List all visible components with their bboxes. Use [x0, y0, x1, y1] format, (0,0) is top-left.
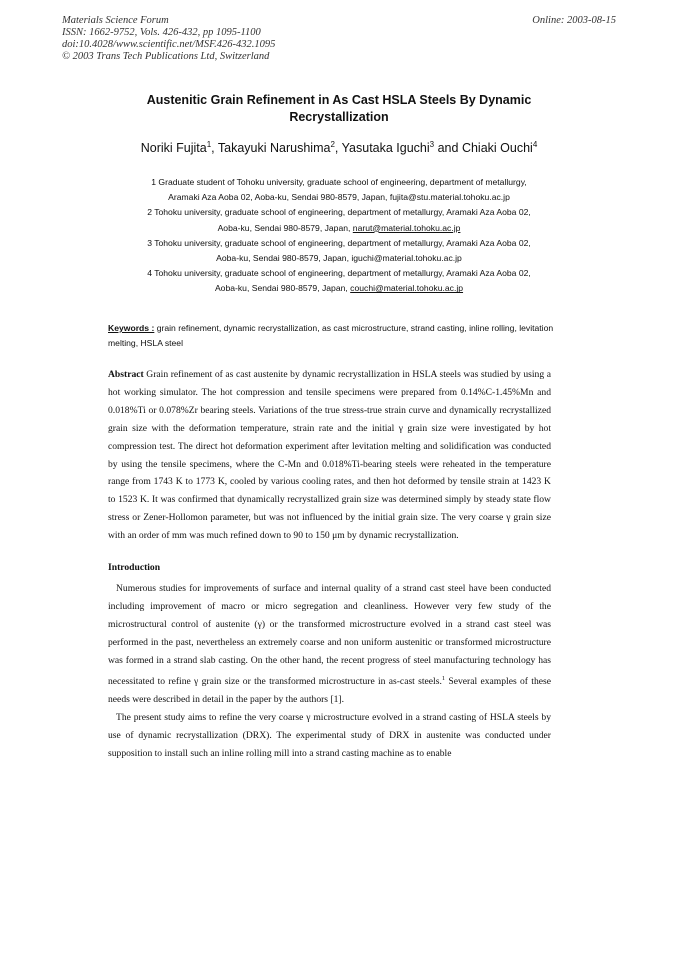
author-superscript: 3 [429, 140, 435, 149]
abstract-label: Abstract [108, 369, 144, 380]
author-list [60, 140, 618, 155]
intro-paragraph [108, 580, 551, 709]
affiliation-line [95, 281, 583, 296]
title-line-2: Recrystallization [289, 110, 389, 124]
author-superscript: 2 [330, 140, 335, 149]
affiliation-address: Aoba-ku, Sendai 980-8579, Japan, [217, 222, 353, 233]
affiliation [95, 175, 583, 205]
affiliation-line: 4 Tohoku university, graduate school of engineering, department of metallurgy, Aramaki Aza Aoba 02, [147, 268, 531, 279]
issn: ISSN: 1662-9752, Vols. 426-432, pp 1095-1100 [62, 27, 261, 38]
journal-name: Materials Science Forum [62, 15, 169, 26]
footnote-ref: 1 [441, 675, 446, 682]
author-superscript: 1 [206, 140, 212, 149]
affiliation-address: Aramaki Aza Aoba 02, Aoba-ku, Sendai 980-8579, Japan, [168, 192, 390, 203]
affiliation-line [95, 190, 583, 205]
author-name: Noriki Fujita [140, 141, 207, 156]
author-name: Yasutaka Iguchi [341, 141, 430, 156]
affiliation-line [95, 251, 583, 266]
introduction-heading: Introduction [108, 562, 161, 573]
keywords-text: grain refinement, dynamic recrystallization, as cast microstructure, strand casting, inline rolling, levitation melting, HSLA steel [108, 323, 554, 348]
introduction-body [108, 580, 551, 763]
author-separator: , [334, 141, 342, 156]
author-separator: , [211, 141, 218, 156]
intro-text: Several examples of these needs were described in detail in the paper by the authors [1]. [108, 676, 551, 706]
abstract [108, 366, 551, 545]
affiliation-line: 1 Graduate student of Tohoku university, graduate school of engineering, department of metallurgy, [151, 177, 527, 187]
affiliation-line: 2 Tohoku university, graduate school of engineering, department of metallurgy, Aramaki Aza Aoba 02, [147, 207, 531, 218]
affiliation-line: 3 Tohoku university, graduate school of engineering, department of metallurgy, Aramaki Aza Aoba 02, [147, 237, 531, 248]
affiliation-line [95, 221, 583, 236]
title-line-1: Austenitic Grain Refinement in As Cast HSLA Steels By Dynamic [146, 93, 532, 107]
affiliation-list [95, 175, 583, 297]
intro-paragraph: The present study aims to refine the very coarse γ microstructure evolved in a strand casting of HSLA steels by use of dynamic recrystallization (DRX). The experimental study of DRX in austenite was conducted under supposition to install such an inline rolling mill into a strand casting machine as to enable [108, 712, 551, 760]
online-date: Online: 2003-08-15 [532, 15, 616, 26]
email-link[interactable]: iguchi@material.tohoku.ac.jp [351, 253, 462, 264]
keywords [108, 321, 560, 351]
intro-text: Numerous studies for improvements of surface and internal quality of a strand cast steel have been conducted including improvement of macro or micro segregation and cleanliness. However very few study of the microstructural control of austenite (γ) or the transformed microstructure evolved in a strand cast steel was performed in the past, nevertheless an extremely coarse and non uniform austenitic or transformed microstructure was formed in a strand slab casting. On the other hand, the recent progress of steel manufacturing technology has necessitated to refine γ grain size or the transformed microstructure in as-cast steels. [108, 583, 551, 688]
journal-meta [62, 15, 275, 63]
email-link[interactable]: narut@material.tohoku.ac.jp [352, 222, 461, 233]
author-superscript: 4 [532, 140, 538, 149]
email-link[interactable]: couchi@material.tohoku.ac.jp [350, 283, 464, 294]
keywords-label: Keywords : [108, 323, 155, 333]
author-name: Chiaki Ouchi [461, 141, 533, 156]
affiliation-address: Aoba-ku, Sendai 980-8579, Japan, [216, 253, 352, 264]
affiliation [95, 205, 583, 235]
author-separator: and [434, 141, 462, 156]
email-link[interactable]: fujita@stu.material.tohoku.ac.jp [389, 192, 510, 203]
affiliation [95, 236, 583, 266]
affiliation [95, 266, 583, 296]
copyright: © 2003 Trans Tech Publications Ltd, Switzerland [62, 51, 270, 62]
affiliation-address: Aoba-ku, Sendai 980-8579, Japan, [214, 283, 351, 294]
author-name: Takayuki Narushima [217, 141, 331, 156]
paper-title [110, 92, 568, 126]
abstract-text: Grain refinement of as cast austenite by dynamic recrystallization in HSLA steels was studied by using a hot working simulator. The hot compression and tensile specimens were prepared from 0.14%C-1.45%Mn and 0.018%Ti or 0.078%Zr bearing steels. Variations of the true stress-true strain curve and dynamically recrystallized grain size with the deformation temperature, strain rate and the initial γ grain size were investigated by hot compression test. The direct hot deformation experiment after levitation melting and solidification was conducted by using the tensile specimens, where the C-Mn and 0.018%Ti-bearing steels were reheated in the temperature range from 1743 K to 1773 K, cooled by various cooling rates, and then hot deformed by tensile strain at 1423 K to 1523 K. It was confirmed that dynamically recrystallized grain size was determined simply by steady state flow stress or Zener-Hollomon parameter, but was not influenced by the initial grain size. The very coarse γ grain size with an order of mm was much refined down to 90 to 150 μm by dynamic recrystallization. [108, 369, 551, 542]
doi: doi:10.4028/www.scientific.net/MSF.426-432.1095 [62, 39, 276, 50]
